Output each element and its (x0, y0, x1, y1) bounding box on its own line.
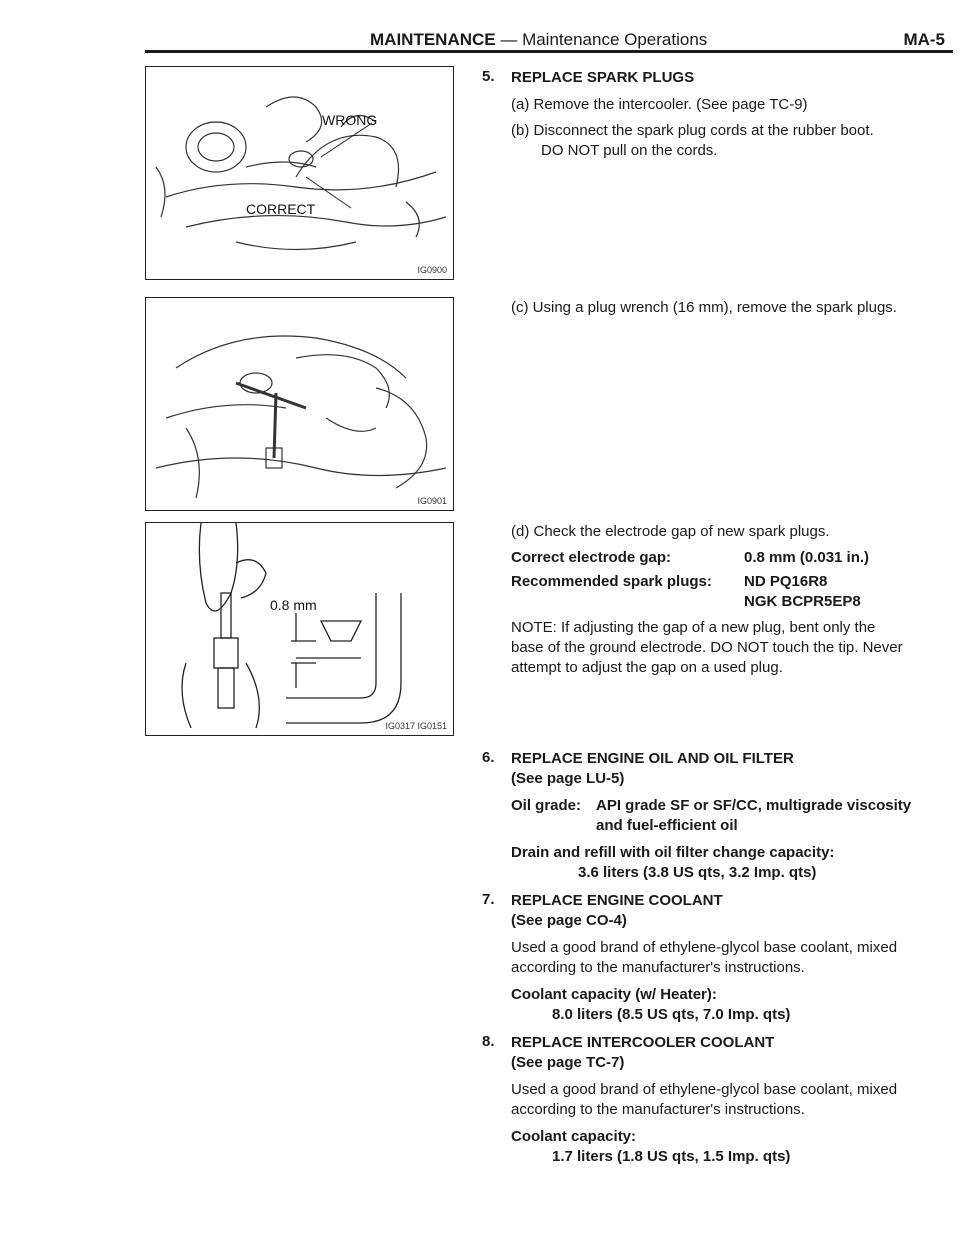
oil-grade-value-1: API grade SF or SF/CC, multigrade viscosity (596, 797, 912, 814)
coolant-capacity-label: Coolant capacity (w/ Heater): (511, 986, 717, 1003)
step-5c: (c) Using a plug wrench (16 mm), remove the spark plugs. (511, 299, 897, 316)
step-ref: (See page LU-5) (511, 770, 625, 787)
coolant-text-2: according to the manufacturer's instructions. (511, 959, 805, 976)
header-subtitle: Maintenance Operations (522, 30, 708, 49)
step-title: REPLACE INTERCOOLER COOLANT (511, 1034, 775, 1051)
label-gap: 0.8 mm (270, 597, 317, 613)
page-number: MA-5 (903, 30, 945, 49)
step-number: 5. (482, 68, 495, 85)
step-5a: (a) Remove the intercooler. (See page TC-9) (511, 96, 808, 113)
intercooler-text-2: according to the manufacturer's instructions. (511, 1101, 805, 1118)
plug-label: Recommended spark plugs: (511, 573, 712, 590)
oil-grade-value-2: and fuel-efficient oil (596, 817, 738, 834)
figure-plug-wrench (145, 297, 454, 511)
header-separator: — (495, 30, 523, 49)
coolant-capacity-value: 8.0 liters (8.5 US qts, 7.0 Imp. qts) (552, 1006, 791, 1023)
intercooler-capacity-value: 1.7 liters (1.8 US qts, 1.5 Imp. qts) (552, 1148, 791, 1165)
step-title: REPLACE ENGINE OIL AND OIL FILTER (511, 750, 794, 767)
engine-illustration-2 (146, 298, 453, 510)
step-title: REPLACE ENGINE COOLANT (511, 892, 723, 909)
label-correct: CORRECT (246, 201, 316, 217)
figure-code: IG0901 (417, 496, 447, 506)
header-rule (145, 50, 953, 53)
step-ref: (See page TC-7) (511, 1054, 625, 1071)
engine-illustration-1 (146, 67, 453, 279)
step-number: 8. (482, 1033, 495, 1050)
header-title (370, 30, 707, 50)
step-number: 7. (482, 891, 495, 908)
figure-plug-cord (145, 66, 454, 280)
step-5d: (d) Check the electrode gap of new spark plugs. (511, 523, 830, 540)
figure-code: IG0317 IG0151 (385, 721, 447, 731)
header-section: MAINTENANCE (370, 30, 496, 49)
step-number: 6. (482, 749, 495, 766)
coolant-text-1: Used a good brand of ethylene-glycol base coolant, mixed (511, 939, 898, 956)
step-5b-cont: DO NOT pull on the cords. (541, 142, 718, 159)
step-ref: (See page CO-4) (511, 912, 627, 929)
oil-capacity-label: Drain and refill with oil filter change capacity: (511, 844, 835, 861)
note-line-1: NOTE: If adjusting the gap of a new plug, bent only the (511, 619, 876, 636)
figure-code: IG0900 (417, 265, 447, 275)
intercooler-capacity-label: Coolant capacity: (511, 1128, 637, 1145)
note-line-2: base of the ground electrode. DO NOT touch the tip. Never (511, 639, 903, 656)
step-5b: (b) Disconnect the spark plug cords at the rubber boot. (511, 122, 874, 139)
label-wrong: WRONG (322, 112, 378, 128)
oil-grade-label: Oil grade: (511, 797, 582, 814)
figure-gap-check (145, 522, 454, 736)
gap-label: Correct electrode gap: (511, 549, 672, 566)
step-title: REPLACE SPARK PLUGS (511, 69, 695, 86)
gap-value: 0.8 mm (0.031 in.) (744, 549, 870, 566)
plug-value-1: ND PQ16R8 (744, 573, 828, 590)
note-line-3: attempt to adjust the gap on a used plug. (511, 659, 783, 676)
plug-value-2: NGK BCPR5EP8 (744, 593, 861, 610)
oil-capacity-value: 3.6 liters (3.8 US qts, 3.2 Imp. qts) (578, 864, 817, 881)
gap-gauge-illustration (146, 523, 453, 735)
intercooler-text-1: Used a good brand of ethylene-glycol base coolant, mixed (511, 1081, 898, 1098)
